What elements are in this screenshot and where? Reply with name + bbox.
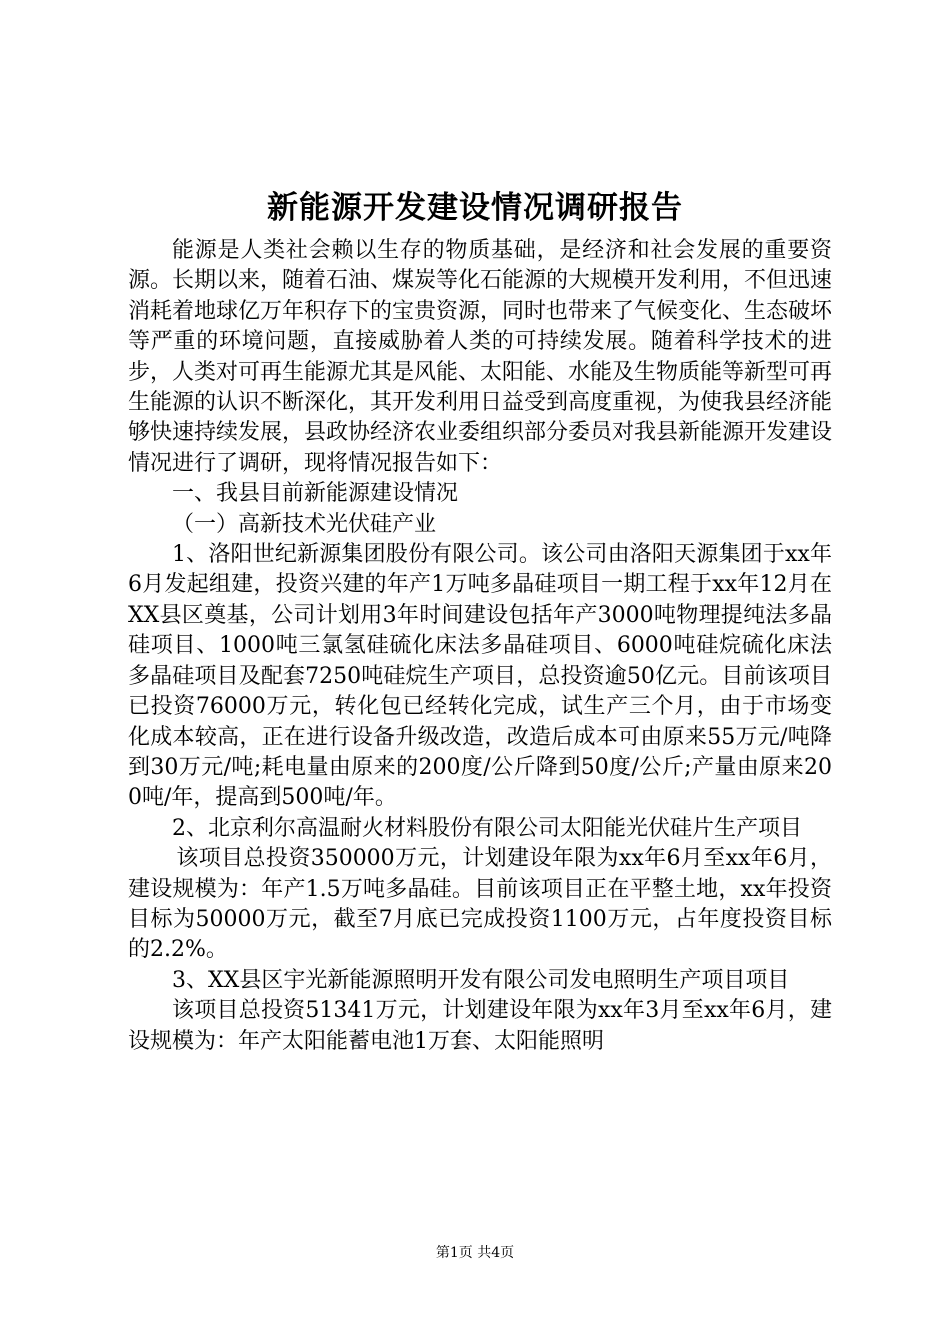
document-body [128, 236, 832, 1057]
subsection-heading-1: （一）高新技术光伏硅产业 [172, 511, 437, 537]
document-title: 新能源开发建设情况调研报告 [267, 190, 683, 226]
item-paragraph-3: 该项目总投资51341万元，计划建设年限为xx年3月至xx年6月，建设规模为：年产太阳能蓄电池1万套、太阳能照明 [128, 998, 832, 1054]
page-footer [0, 1243, 950, 1263]
page-number: 第1页 [435, 1245, 473, 1261]
section-heading-1: 一、我县目前新能源建设情况 [172, 481, 459, 507]
item-heading-3: 3、XX县区宇光新能源照明开发有限公司发电照明生产项目项目 [172, 967, 790, 993]
item-heading-2: 2、北京利尔高温耐火材料股份有限公司太阳能光伏硅片生产项目 [172, 815, 802, 841]
intro-paragraph: 能源是人类社会赖以生存的物质基础，是经济和社会发展的重要资源。长期以来，随着石油、煤炭等化石能源的大规模开发利用，不但迅速消耗着地球亿万年积存下的宝贵资源，同时也带来了气候变化、生态破坏等严重的环境问题，直接威胁着人类的可持续发展。随着科学技术的进步，人类对可再生能源尤其是风能、太阳能、水能及生物质能等新型可再生能源的认识不断深化，其开发利用日益受到高度重视，为使我县经济能够快速持续发展，县政协经济农业委组织部分委员对我县新能源开发建设情况进行了调研，现将情况报告如下： [128, 238, 833, 476]
item-paragraph-2: 该项目总投资350000万元，计划建设年限为xx年6月至xx年6月，建设规模为：年产1.5万吨多晶硅。目前该项目正在平整土地，xx年投资目标为50000万元，截至7月底已完成投资1100万元，占年度投资目标的2.2%。 [128, 846, 832, 963]
item-paragraph-1: 1、洛阳世纪新源集团股份有限公司。该公司由洛阳天源集团于xx年6月发起组建，投资兴建的年产1万吨多晶硅项目一期工程于xx年12月在XX县区奠基，公司计划用3年时间建设包括年产3000吨物理提纯法多晶硅项目、1000吨三氯氢硅硫化床法多晶硅项目、6000吨硅烷硫化床法多晶硅项目及配套7250吨硅烷生产项目，总投资逾50亿元。目前该项目已投资76000万元，转化包已经转化完成，试生产三个月，由于市场变化成本较高，正在进行设备升级改造，改造后成本可由原来55万元/吨降到30万元/吨;耗电量由原来的200度/公斤降到50度/公斤;产量由原来200吨/年，提高到500吨/年。 [128, 542, 832, 811]
page-total: 共4页 [477, 1245, 515, 1261]
